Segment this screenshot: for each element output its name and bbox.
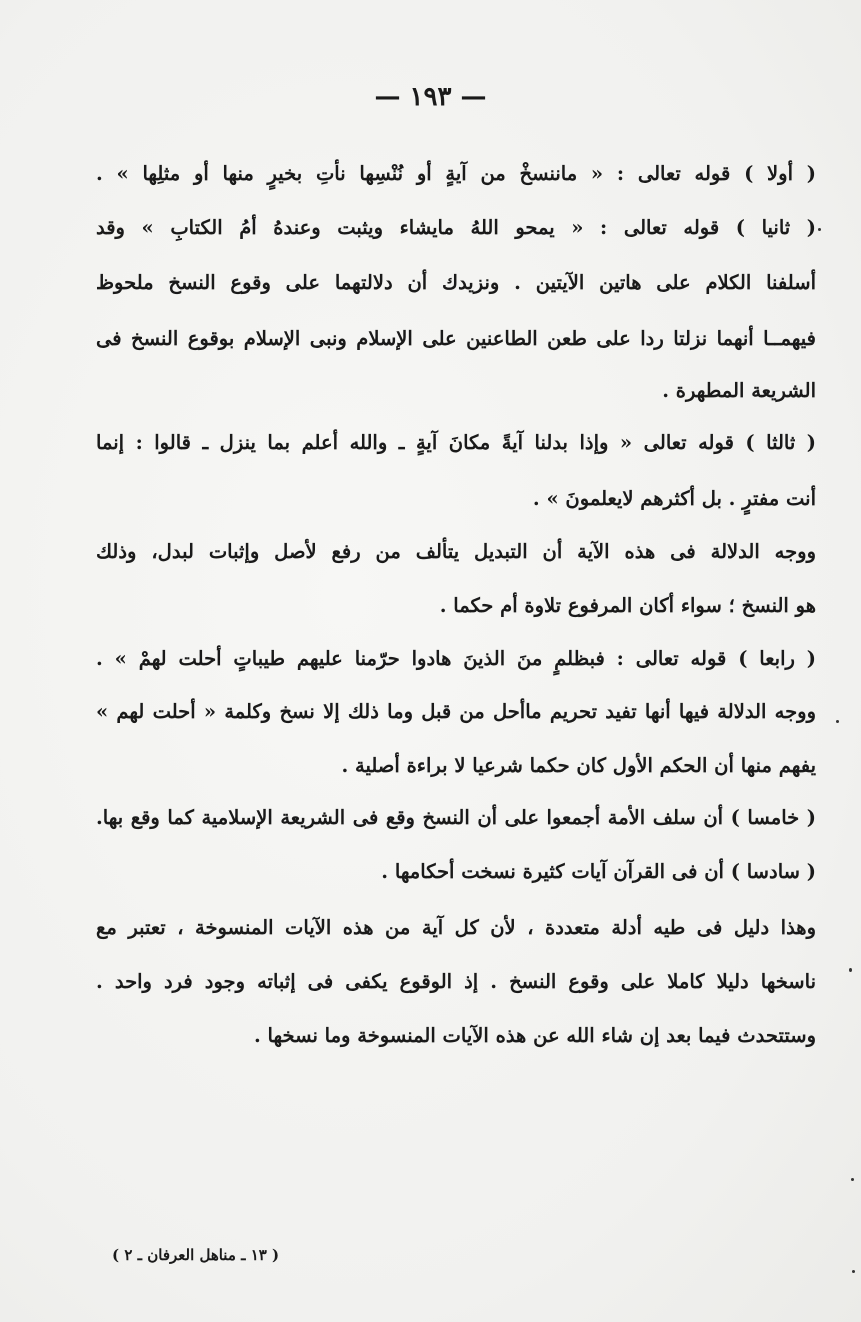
scan-speck [849, 968, 852, 972]
text-line-15: وهذا دليل فى طيه أدلة متعددة ، لأن كل آية من هذه الآيات المنسوخة ، تعتبر مع [96, 916, 816, 939]
page-number: — ١٩٣ — [374, 82, 487, 112]
text-line-13: ( خامسا ) أن سلف الأمة أجمعوا على أن النسخ وقع فى الشريعة الإسلامية كما وقع بها. [96, 806, 816, 829]
text-line-2: ( ثانيا ) قوله تعالى : « يمحو اللهُ مايشاء ويثبت وعندهُ أمُ الكتابِ » وقد [96, 216, 816, 239]
text-line-3: أسلفنا الكلام على هاتين الآيتين . ونزيدك أن دلالتهما على وقوع النسخ ملحوظ [96, 271, 816, 294]
footer-signature: ( ١٣ ـ مناهل العرفان ـ ٢ ) [112, 1246, 280, 1264]
text-line-5: الشريعة المطهرة . [662, 379, 816, 402]
text-line-7: أنت مفترٍ . بل أكثرهم لايعلمونَ » . [532, 487, 816, 510]
text-line-1: ( أولا ) قوله تعالى : « ماننسخْ من آيةٍ أو نُنْسِها نأتِ بخيرٍ منها أو مثلِها » . [96, 162, 816, 185]
text-line-10: ( رابعا ) قوله تعالى : فبظلمٍ منَ الذينَ هادوا حرّمنا عليهم طيباتٍ أحلت لهمْ » . [96, 647, 816, 670]
scan-speck [818, 228, 821, 231]
text-line-4: فيهمــا أنهما نزلتا ردا على طعن الطاعنين على الإسلام ونبى الإسلام بوقوع النسخ فى [96, 327, 816, 350]
text-line-6: ( ثالثا ) قوله تعالى « وإذا بدلنا آيةً مكانَ آيةٍ ـ والله أعلم بما ينزل ـ قالوا : إنما [96, 431, 816, 454]
text-line-9: هو النسخ ؛ سواء أكان المرفوع تلاوة أم حكما . [439, 594, 816, 617]
text-line-8: ووجه الدلالة فى هذه الآية أن التبديل يتألف من رفع لأصل وإثبات لبدل، وذلك [96, 540, 816, 563]
scan-speck [852, 1270, 855, 1273]
text-line-16: ناسخها دليلا كاملا على وقوع النسخ . إذ الوقوع يكفى فى إثباته وجود فرد واحد . [96, 970, 816, 993]
scan-speck [836, 720, 839, 723]
scan-speck [851, 1178, 854, 1181]
text-line-12: يفهم منها أن الحكم الأول كان حكما شرعيا لا براءة أصلية . [341, 754, 816, 777]
text-line-14: ( سادسا ) أن فى القرآن آيات كثيرة نسخت أحكامها . [381, 860, 816, 883]
text-line-17: وستتحدث فيما بعد إن شاء الله عن هذه الآيات المنسوخة وما نسخها . [253, 1024, 816, 1047]
text-line-11: ووجه الدلالة فيها أنها تفيد تحريم ماأحل من قبل وما ذلك إلا نسخ وكلمة « أحلت لهم » [96, 700, 816, 723]
